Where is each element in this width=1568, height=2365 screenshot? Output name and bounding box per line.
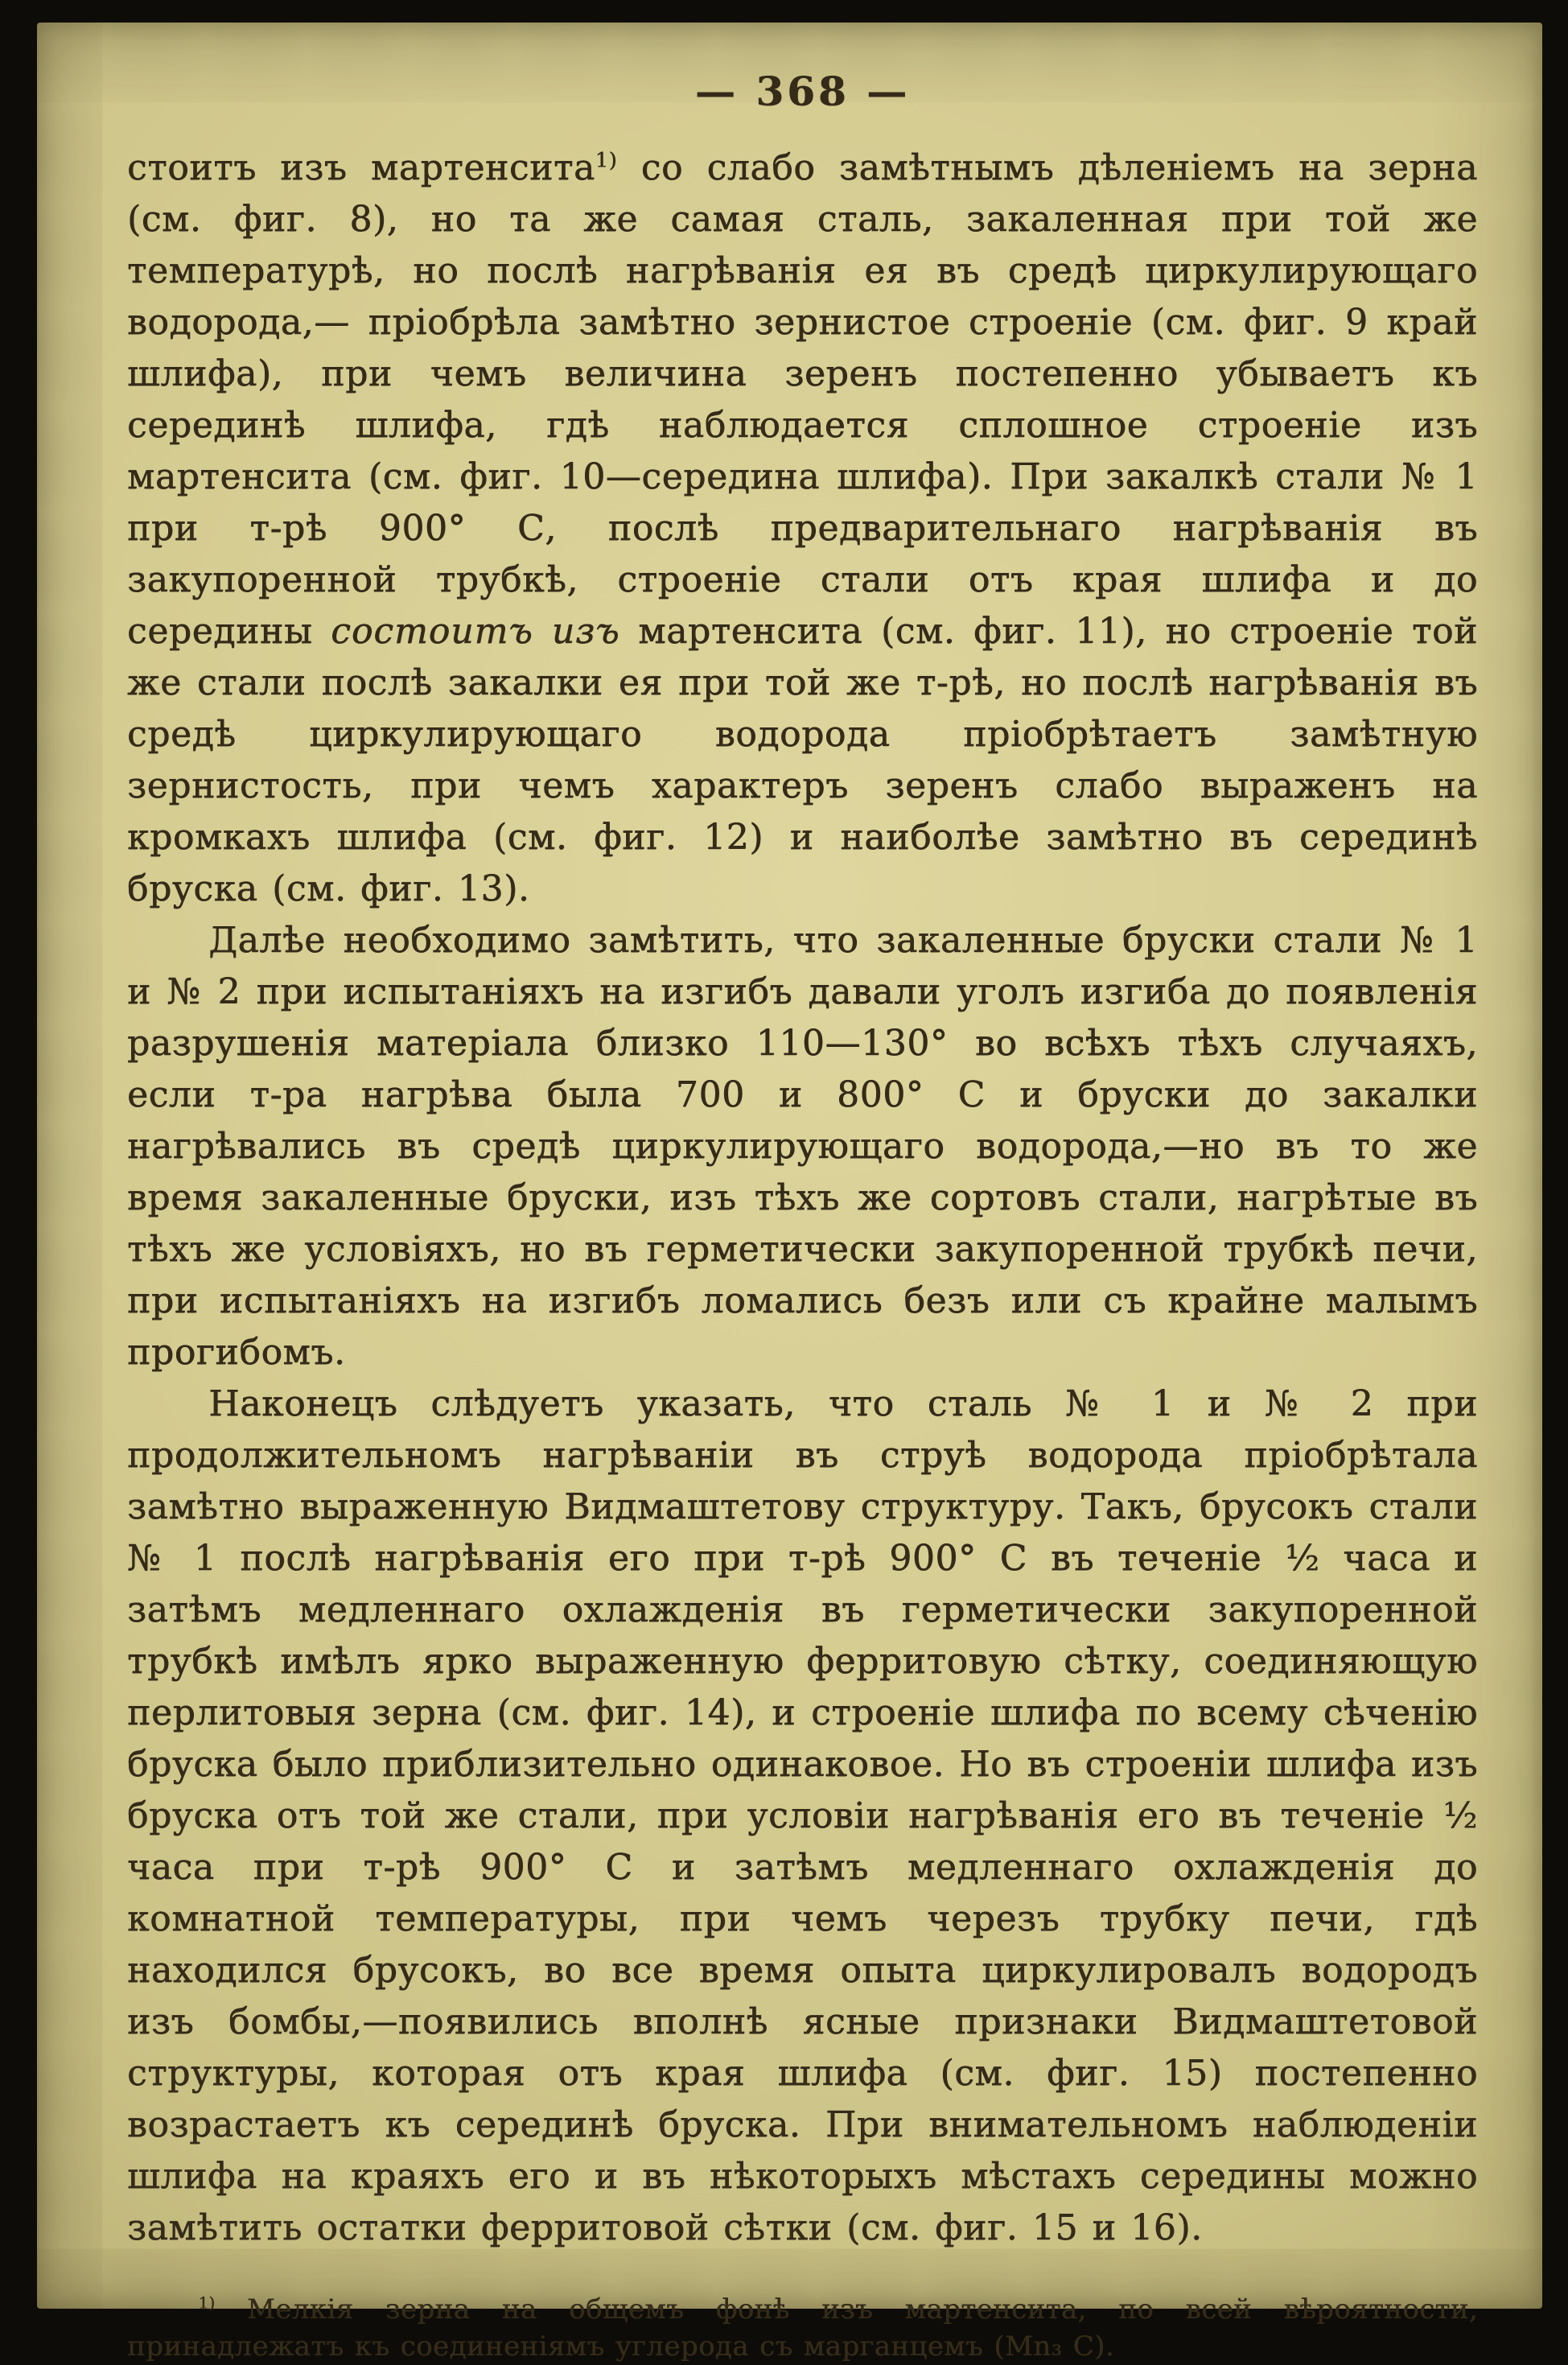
paragraph bbox=[127, 1378, 1478, 2254]
emphasized-text: состоитъ изъ bbox=[331, 611, 620, 652]
text-run: Далѣе необходимо замѣтить, что закаленные бруски стали № 1 и № 2 при испытаніяхъ на изгибъ давали уголъ изгиба до появленія разрушенія матеріала близко 110—130° во всѣхъ тѣхъ случаяхъ, если т-ра нагрѣва была 700 и 800° С и бруски до закалки нагрѣвались въ средѣ циркулирующаго водорода,—но въ то же время закаленные бруски, изъ тѣхъ же сортовъ стали, нагрѣтые въ тѣхъ же условіяхъ, но въ герметически закупоренной трубкѣ печи, при испытаніяхъ на изгибъ ломались безъ или съ крайне малымъ прогибомъ. bbox=[127, 920, 1478, 1373]
text-run: мартенсита (см. фиг. 11), но строеніе той же стали послѣ закалки ея при той же т-рѣ, но послѣ нагрѣванія въ средѣ циркулирующаго водорода пріобрѣтаетъ замѣтную зернистость, при чемъ характеръ зеренъ слабо выраженъ на кромкахъ шлифа (см. фиг. 12) и наиболѣе замѣтно въ серединѣ бруска (см. фиг. 13). bbox=[127, 611, 1478, 909]
text-run: Мелкія зерна на общемъ фонѣ изъ мартенсита, по всей вѣроятности, принадлежатъ къ соединеніямъ углерода съ марганцемъ (Мn₃ С). bbox=[127, 2293, 1478, 2363]
text-run: Наконецъ слѣдуетъ указать, что сталь № 1 и № 2 при продолжительномъ нагрѣваніи въ струѣ водорода пріобрѣтала замѣтно выраженную Видмаштетову структуру. Такъ, брусокъ стали № 1 послѣ нагрѣванія его при т-рѣ 900° С въ теченіе ½ часа и затѣмъ медленнаго охлажденія въ герметически закупоренной трубкѣ имѣлъ ярко выраженную ферритовую сѣтку, соединяющую перлитовыя зерна (см. фиг. 14), и строеніе шлифа по всему сѣченію бруска было приблизительно одинаковое. Но въ строеніи шлифа изъ бруска отъ той же стали, при условіи нагрѣванія его въ теченіе ½ часа при т-рѣ 900° С и затѣмъ медленнаго охлажденія до комнатной температуры, при чемъ черезъ трубку печи, гдѣ находился брусокъ, во все время опыта циркулировалъ водородъ изъ бомбы,—появились вполнѣ ясные признаки Видмаштетовой структуры, которая отъ края шлифа (см. фиг. 15) постепенно возрастаетъ къ серединѣ бруска. При внимательномъ наблюденіи шлифа на краяхъ его и въ нѣкоторыхъ мѣстахъ середины можно замѣтить остатки ферритовой сѣтки (см. фиг. 15 и 16). bbox=[127, 1383, 1478, 2248]
footnote-reference: 1) bbox=[198, 2293, 216, 2313]
page-number: — 368 — bbox=[694, 68, 911, 115]
text-run: со слабо замѣтнымъ дѣленіемъ на зерна (см. фиг. 8), но та же самая сталь, закаленная при той же температурѣ, но послѣ нагрѣванія ея въ средѣ циркулирующаго водорода,— пріобрѣла замѣтно зернистое строеніе (см. фиг. 9 край шлифа), при чемъ величина зеренъ постепенно убываетъ къ серединѣ шлифа, гдѣ наблюдается сплошное строеніе изъ мартенсита (см. фиг. 10—середина шлифа). При закалкѣ стали № 1 при т-рѣ 900° С, послѣ предварительнаго нагрѣванія въ закупоренной трубкѣ, строеніе стали отъ края шлифа и до середины bbox=[127, 147, 1478, 652]
page-content bbox=[37, 23, 1542, 2363]
text-run: стоитъ изъ мартенсита bbox=[127, 147, 595, 188]
paragraph bbox=[127, 142, 1478, 915]
paragraph bbox=[127, 915, 1478, 1378]
body-paragraphs bbox=[127, 142, 1478, 2254]
footnote-reference: 1) bbox=[595, 148, 618, 173]
footnote-text bbox=[127, 2291, 1478, 2365]
book-page bbox=[37, 23, 1542, 2363]
footnote bbox=[127, 2291, 1478, 2365]
